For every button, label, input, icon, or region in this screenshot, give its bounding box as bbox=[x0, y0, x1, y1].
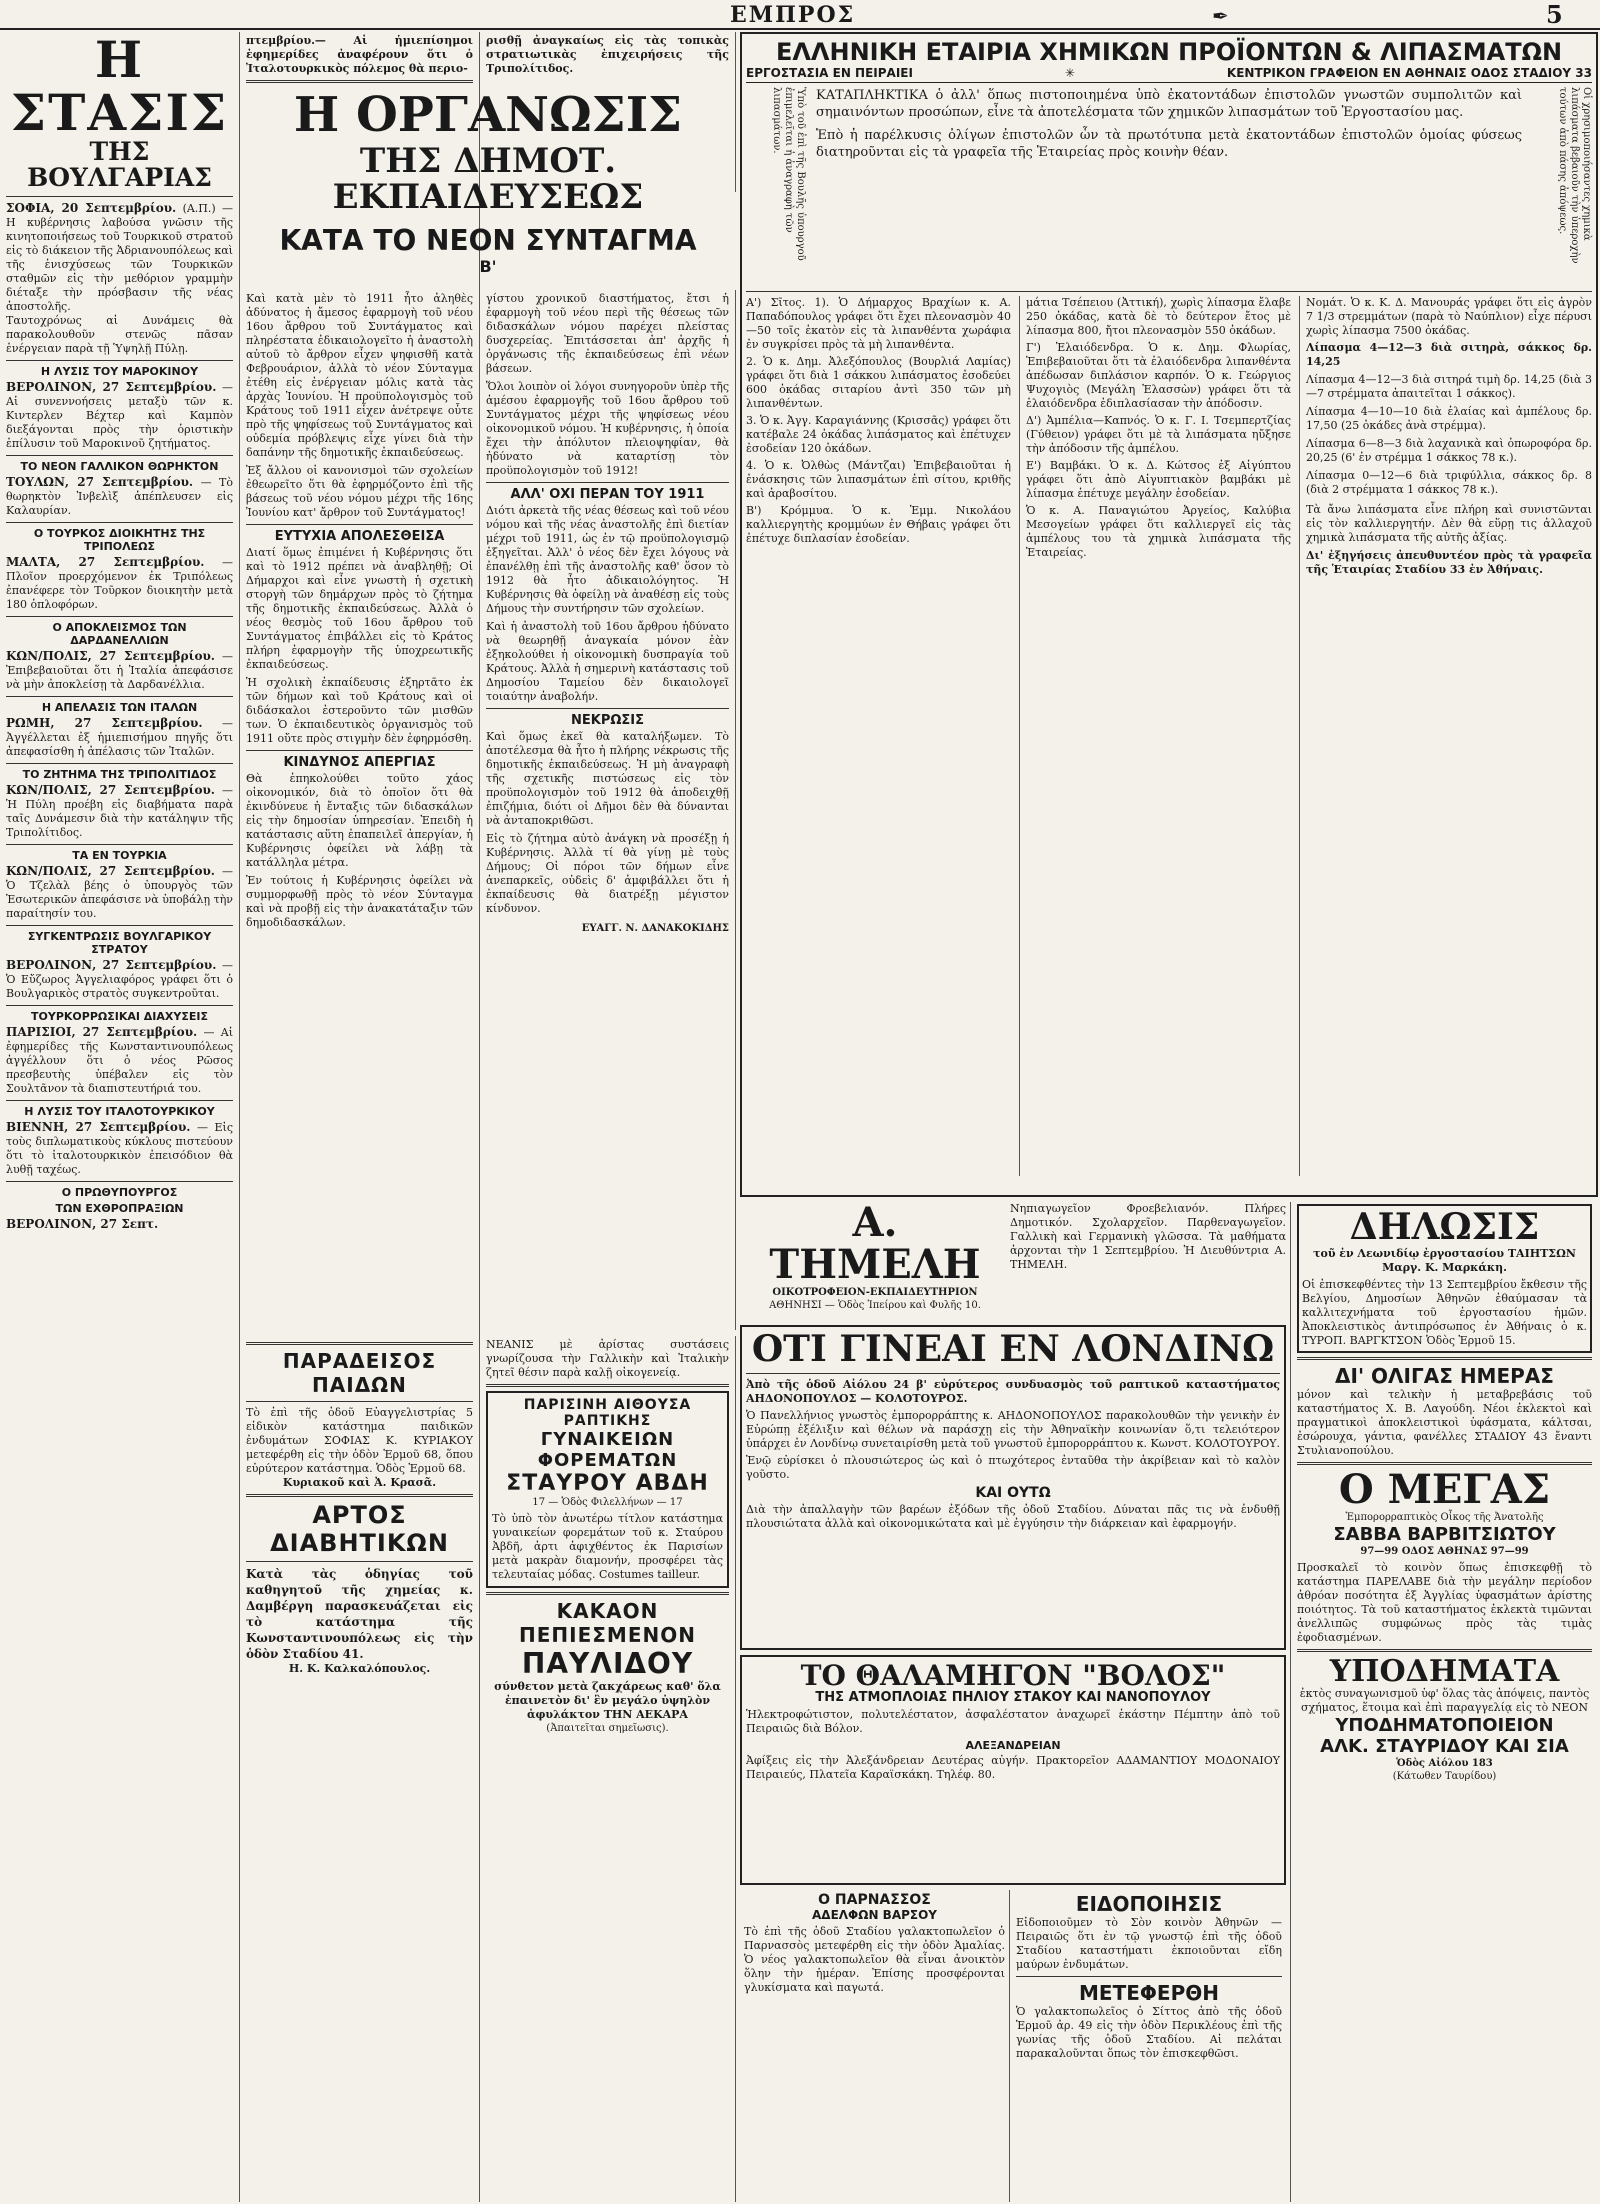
article-text: — Ἐπιβεβαιοῦται ὅτι ἡ Ἰταλία ἀπεφάσισε νὰ μὴν ἀποκλείσῃ τὰ Δαρδανέλλια. bbox=[6, 649, 233, 691]
price-item: Λίπασμα 4—12—3 διὰ σιτηρά τιμὴ δρ. 14,25 (διὰ 3—7 στρέμματα ἀπαιτεῖται 1 σάκκος). bbox=[1306, 373, 1592, 400]
ad-title-megas: Ο ΜΕΓΑΣ bbox=[1338, 1465, 1551, 1513]
testimonial: 4. Ὁ κ. Ὀλθὼς (Μάντζαι) Ἐπιβεβαιοῦται ἡ ἐνάσκησις τῶν λιπασμάτων ἐπὶ σίτου, κριθῆς καὶ ἀραβοσίτου. bbox=[746, 459, 1011, 500]
ad-text: Διὰ τὴν ἀπαλλαγὴν τῶν βαρέων ἐξόδων τῆς ὁδοῦ Σταδίου. Δύναται πᾶς τις νὰ ἐνδυθῇ πλουσιώτατα ἀλλὰ καὶ οἰκονομικώτατα καὶ μὲ ἐγγύησιν τὴν διάρκειαν καὶ ἐφαρμογήν. bbox=[746, 1502, 1280, 1530]
dateline: ΣΟΦΙΑ, 20 Σεπτεμβρίου. bbox=[6, 200, 177, 215]
article-text: Διότι ἀρκετὰ τῆς νέας θέσεως καὶ τοῦ νέου νόμου καὶ τῆς νέας ἀναστολῆς ἐπὶ διετίαν μέχρι τοῦ 1911, ὡς ἐν τῷ προϋπολογισμῷ ἐξηγεῖται. Ἀλλ' ὁ νέος δὲν ἔχει λόγους νὰ ἐπανέλθῃ ἐπὶ τῆς ἀναστολῆς καθ' ὅσον τὸ 1912 θὰ ἦτο ἀδικαιολόγητος. Ἡ Κυβέρνησις θὰ ὀφείλῃ νὰ ἀναθέσῃ εἰς τοὺς Δήμους τὴν συντήρησιν τῶν σχολείων. bbox=[486, 504, 729, 615]
article-text: Ταυτοχρόνως αἱ Δυνάμεις θὰ παρακολουθοῦν στενῶς πᾶσαν ἐνέργειαν παρὰ τῇ Ὑψηλῇ Πύλῃ. bbox=[6, 313, 233, 355]
ad-title-parisini: ΠΑΡΙΣΙΝΗ ΑΙΘΟΥΣΑ ΡΑΠΤΙΚΗΣ bbox=[523, 1397, 692, 1429]
subheading: ΤΩΝ ΕΧΘΡΟΠΡΑΞΙΩΝ bbox=[55, 1201, 184, 1215]
headline-ekpaideuseos: ΤΗΣ ΔΗΜΟΤ. ΕΚΠΑΙΔΕΥΣΕΩΣ bbox=[332, 141, 644, 218]
ad-text: (Ἀπαιτεῖται σημεῖωσις). bbox=[546, 1723, 669, 1734]
ad-text: ἐκτὸς συναγωνισμοῦ ὑφ' ὅλας τὰς ἀπόψεις, παντὸς σχήματος, ἕτοιμα καὶ ἐπὶ παραγγελίᾳ εἰς τὸ ΝΕΟΝ bbox=[1299, 1687, 1590, 1715]
ad-title-dilosis: ΔΗΛΩΣΙΣ bbox=[1349, 1206, 1540, 1248]
headline-organosis: Η ΟΡΓΑΝΩΣΙΣ bbox=[293, 90, 683, 143]
part-number: Β' bbox=[479, 256, 497, 276]
column-1 bbox=[0, 32, 240, 2202]
dateline: ΒΙΕΝΝΗ, 27 Σεπτεμβρίου. bbox=[6, 1119, 191, 1134]
ad-title-transfer: ΜΕΤΕΦΕΡΘΗ bbox=[1079, 1981, 1219, 2005]
subheading: ΚΙΝΔΥΝΟΣ ΑΠΕΡΓΙΑΣ bbox=[283, 755, 436, 770]
article-text: — Ὁ Τζελὰλ βέης ὁ ὑπουργὸς τῶν Ἐσωτερικῶν ἀπεφάσισε νὰ ὑποβάλῃ τὴν παραίτησίν του. bbox=[6, 864, 233, 920]
column-2-body bbox=[240, 290, 480, 1330]
subheading: Ο ΤΟΥΡΚΟΣ ΔΙΟΙΚΗΤΗΣ ΤΗΣ ΤΡΙΠΟΛΕΩΣ bbox=[33, 526, 206, 553]
testimonial: 3. Ὁ κ. Ἀγγ. Καραγιάννης (Κρισσᾶς) γράφει ὅτι κατέβαλε 24 ὀκάδας λιπάσματος καὶ ἐπέτυχεν ἐσοδείαν 120 ὀκάδων. bbox=[746, 414, 1011, 455]
ad-address: 17 — Ὁδὸς Φιλελλήνων — 17 bbox=[532, 1497, 683, 1508]
dateline: ΠΑΡΙΣΙΟΙ, 27 Σεπτεμβρίου. bbox=[6, 1024, 198, 1039]
article-text: Θὰ ἐπηκολούθει τοῦτο χάος οἰκονομικόν, διὰ τὸ ὁποῖον ὅτι θὰ ἐκινδύνευε ἡ ἔνταξις τῶν διδασκάλων εἰς τὴν δημοσίαν ὑπηρεσίαν. Ἐπειδὴ ἡ κατάστασις αὕτη ἐπαπειλεῖ ἀπεργίαν, ἡ Κυβέρνησις ὀφείλει νὰ λάβῃ τὰ κατάλληλα μέτρα. bbox=[246, 772, 473, 869]
subheading: ΤΟ ΖΗΤΗΜΑ ΤΗΣ ΤΡΙΠΟΛΙΤΙΔΟΣ bbox=[22, 767, 217, 781]
ad-text: Ἡλεκτροφώτιστον, πολυτελέστατον, ἀσφαλέστατον ἀναχωρεῖ ἑκάστην Πέμπτην ἀπὸ τοῦ Πειραιῶς διὰ Βόλον. bbox=[746, 1708, 1280, 1736]
column-3-body bbox=[480, 290, 736, 1330]
notice-ad bbox=[1012, 1890, 1286, 2202]
article-text: Καὶ ἡ ἀναστολὴ τοῦ 16ου ἄρθρου ἠδύνατο νὰ θεωρηθῇ ἀναγκαία μόνον ἐὰν ἐξηκολούθει ἡ οἰκονομικὴ δυσπραγία τοῦ Κράτους. Ἀλλὰ ἡ σημερινὴ κατάστασις τοῦ Δημοσίου Ταμείου δὲν δικαιολογεῖ τοιαύτην ἀναβολήν. bbox=[486, 620, 729, 703]
ad-subtitle: ΟΙΚΟΤΡΟΦΕΙΟΝ-ΕΚΠΑΙΔΕΥΤΗΡΙΟΝ bbox=[772, 1287, 978, 1298]
article-text: (Α.Π.) — Η κυβέρνησις λαβούσα γνῶσιν τῆς κινητοποιήσεως τοῦ Τουρκικοῦ στρατοῦ εἰς τὸ διάκειον τῆς Ἀδριανουπόλεως καὶ τῆς ἐνισχύσεως τῶν Τουρκικῶν σταθμῶν εἰς τὴν μεθόριον γραμμὴν διέταξε τὴν πρόσβασιν τῆς νέας ἀποστολῆς. bbox=[6, 201, 234, 313]
article-text: — Ἀγγέλλεται ἐξ ἡμιεπισήμου πηγῆς ὅτι ἀπεφασίσθη ἡ ἀπέλασις τῶν Ἰταλῶν. bbox=[6, 716, 233, 758]
dateline: ΒΕΡΟΛΙΝΟΝ, 27 Σεπτεμβρίου. bbox=[6, 379, 217, 394]
article-text: Ἡ σχολικὴ ἐκπαίδευσις ἐξηρτᾶτο ἐκ τῶν δήμων καὶ τοῦ Κράτους καὶ οἱ διδάσκαλοι ἐστεροῦντο τῶν μισθῶν των. Ὁ ἐκπαιδευτικὸς ὀργανισμὸς τοῦ 1911 οὔτε πρὸς στιγμὴν δὲν ἐφηρμόσθη. bbox=[246, 676, 473, 745]
ad-text: ΝΕΑΝΙΣ μὲ ἀρίστας συστάσεις γνωρίζουσα τὴν Γαλλικὴν καὶ Ἰταλικὴν ζητεῖ θέσιν παρὰ καλῇ οἰκογενείᾳ. bbox=[486, 1338, 729, 1379]
right-ads-column bbox=[1290, 1202, 1598, 2202]
ad-address: ΑΘΗΝΗΣΙ — Ὁδὸς Ἰπείρου καὶ Φυλῆς 10. bbox=[769, 1300, 981, 1311]
article-text: πτεμβρίου.— Αἱ ἡμιεπίσημοι ἐφημερίδες ἀναφέρουν ὅτι ὁ Ἰταλοτουρκικὸς πόλεμος θὰ περιο- bbox=[246, 34, 473, 75]
subheading: ΤΟ ΝΕΟΝ ΓΑΛΛΙΚΟΝ ΘΩΡΗΚΤΟΝ bbox=[20, 459, 219, 473]
subheading: ΤΟΥΡΚΟΡΡΩΣΙΚΑΙ ΔΙΑΧΥΣΕΙΣ bbox=[31, 1009, 208, 1023]
article-text: Καὶ ὅμως ἐκεῖ θὰ καταλήξωμεν. Τὸ ἀποτέλεσμα θὰ ἦτο ἡ πλήρης νέκρωσις τῆς δημοτικῆς ἐκπαιδεύσεως. Ἡ μὴ ἀναγραφὴ τῆς σχετικῆς πιστώσεως εἰς τὸν προϋπολογισμὸν τοῦ 1912 θὰ ἀποδειχθῇ ἐπιζήμια, διότι οἱ Δῆμοι δὲν θὰ δύνανται νὰ ἀνταποκριθῶσι. bbox=[486, 730, 729, 827]
vertical-note: Ὑπὸ τοῦ ἐπὶ τῆς Βουλῆς ὑπουργοῦ ἐπιμελεῖται ἡ ἀναγραφὴ τῶν λιπασμάτων. bbox=[771, 87, 806, 261]
column-3-ads bbox=[480, 1336, 736, 2202]
ad-title-kakaon: ΚΑΚΑΟΝ ΠΕΠΙΕΣΜΕΝΟΝ bbox=[519, 1599, 696, 1647]
ad-subtitle: ΤΗΣ ΑΤΜΟΠΛΟΙΑΣ ΠΗΛΙΟΥ ΣΤΑΚΟΥ ΚΑΙ ΝΑΝΟΠΟΥΛΟΥ bbox=[815, 1690, 1211, 1706]
ad-text: Νηπιαγωγεῖον Φροεβελιανόν. Πλήρες Δημοτικόν. Σχολαρχεῖον. Παρθεναγωγεῖον. Γαλλικὴ καὶ Γερμανικὴ γλῶσσα. Τὰ μαθήματα ἀρχονται τὴν 1 Σεπτεμβρίου. Ἡ Διευθύντρια Α. ΤΗΜΕΛΗ. bbox=[1010, 1202, 1286, 1271]
ad-subtitle: Ἀπὸ τῆς ὁδοῦ Αἰόλου 24 β' εὐρύτερος συνδυασμὸς τοῦ ραπτικοῦ καταστήματος ΑΗΔΟΝΟΠΟΥΛΟΣ — ΚΟΛΟΤΟΥΡΟΣ. bbox=[746, 1377, 1280, 1405]
ad-title-notice: ΕΙΔΟΠΟΙΗΣΙΣ bbox=[1075, 1892, 1223, 1916]
ad-address: (Κάτωθεν Ταυρίδου) bbox=[1392, 1771, 1497, 1783]
testimonial: Β') Κρόμμυα. Ὁ κ. Ἐμμ. Νικολάου καλλιεργητὴς κρομμύων ἐν Θήβαις γράφει ὅτι ἐπέτυχε διπλασίαν ἐσοδείαν. bbox=[746, 504, 1011, 545]
article-text: — Ἡ Πύλη προέβη εἰς διαβήματα παρὰ ταῖς Δυνάμεσιν διὰ τὴν κατάληψιν τῆς Τριπολίτιδος. bbox=[6, 783, 233, 839]
article-text: — Ὁ Εὔζωρος Ἀγγελιαφόρος γράφει ὅτι ὁ Βουλγαρικὸς στρατὸς συγκεντροῦται. bbox=[6, 958, 234, 1000]
price-item: Λίπασμα 6—8—3 διὰ λαχανικὰ καὶ ὀπωροφόρα δρ. 20,25 (6' ἐν στρέμμα 1 σάκκος 78 κ.). bbox=[1306, 437, 1592, 464]
article-text: — Εἰς τοὺς διπλωματικοὺς κύκλους πιστεύουν ὅτι τὸ ἰταλοτουρκικὸν ἐπεισόδιον θὰ λυθῇ ταχέως. bbox=[6, 1120, 234, 1176]
headline-syntagma: ΚΑΤΑ ΤΟ ΝΕΟΝ ΣΥΝΤΑΓΜΑ bbox=[279, 223, 697, 257]
ad-shop-name: ΥΠΟΔΗΜΑΤΟΠΟΙΕΙΟΝ bbox=[1335, 1715, 1554, 1737]
subheading: Ο ΑΠΟΚΛΕΙΣΜΟΣ ΤΩΝ ΔΑΡΔΑΝΕΛΛΙΩΝ bbox=[52, 620, 187, 647]
price-item: Λίπασμα 0—12—6 διὰ τριφύλλια, σάκκος δρ. 8 (διὰ 2 στρέμματα 1 σάκκος 78 κ.). bbox=[1306, 469, 1592, 496]
volos-ad bbox=[740, 1655, 1286, 1885]
ad-text: σύνθετον μετὰ ζακχάρεως καθ' ὅλα ἐπαινετὸν δι' ἓν μεγάλο ὑψηλὸν ἀφυλάκτον ΤΗΝ ΑΕΚΑΡΑ bbox=[494, 1680, 721, 1721]
ad-address: 97—99 ΟΔΟΣ ΑΘΗΝΑΣ 97—99 bbox=[1360, 1545, 1529, 1557]
article-text: Ἐν τούτοις ἡ Κυβέρνησις ὀφείλει νὰ συμμορφωθῇ πρὸς τὸ νέον Σύνταγμα καὶ νὰ προβῇ εἰς τὴν ἀνακατάταξιν τῶν δημοδιδασκάλων. bbox=[246, 874, 473, 929]
article-text: γίστου χρονικοῦ διαστήματος, ἔτσι ἡ ἐφαρμογὴ τοῦ νέου περὶ τῆς θέσεως τῶν διδασκάλων νόμου παρέχει πλείστας δυσχερείας. Ἐπιτάσσεται ἀπ' ἀρχῆς ἡ ὀργάνωσις τῆς ἐκπαιδεύσεως ἐπὶ νέων βάσεων. bbox=[486, 292, 729, 375]
office-label: ΚΕΝΤΡΙΚΟΝ ΓΡΑΦΕΙΟΝ ΕΝ ΑΘΗΝΑΙΣ ΟΔΟΣ ΣΤΑΔΙΟΥ 33 bbox=[1226, 66, 1592, 80]
article-text: — Αἱ ἐφημερίδες τῆς Κωνσταντινουπόλεως ἀγγέλλουν ὅτι ὁ νέος Ρῶσος πρεσβευτὴς ὑπέβαλεν εἰς τὸν Σουλτᾶνον τὰ διαπιστευτήριά του. bbox=[6, 1025, 234, 1095]
article-text: Ὅλοι λοιπὸν οἱ λόγοι συνηγοροῦν ὑπὲρ τῆς ἀμέσου ἐφαρμογῆς τοῦ 16ου ἄρθρου τοῦ Συντάγματος μέχρι τῆς ψηφίσεως νέου οἰκονομικοῦ νόμου. Ἡ κυβέρνησις, ἡ ὁποία ἔχει τὴν ἀπόλυτον πλειοψηφίαν, θὰ ἠδύνατο νὰ καταρτίσῃ τὸν προϋπολογισμὸν τοῦ 1912! bbox=[486, 380, 729, 477]
timeli-ad-text bbox=[1010, 1202, 1286, 1322]
headline-voulgaria: ΤΗΣ ΒΟΥΛΓΑΡΙΑΣ bbox=[27, 137, 212, 193]
ad-title-avdi: ΣΤΑΥΡΟΥ ΑΒΔΗ bbox=[506, 1471, 709, 1496]
vertical-note: Οἱ χρησιμοποιήσαντες χημικὰ λιπάσματα βεβαιοῦν τὴν ὑπεροχὴν τούτων ἀπὸ πάσης ἀπόψεως. bbox=[1557, 87, 1592, 264]
article-text: — Τὸ θωρηκτὸν Ἰνβελὶξ ἀπέπλευσεν εἰς Καλαυρίαν. bbox=[6, 475, 233, 517]
ad-text: Ἀφίξεις εἰς τὴν Ἀλεξάνδρειαν Δευτέρας αὐγήν. Πρακτορεῖον ΑΔΑΜΑΝΤΙΟΥ ΜΟΔΟΝΑΙΟΥ Πειραιεύς, Πλατεῖα Καραϊσκάκη. Τηλέφ. 80. bbox=[746, 1754, 1280, 1782]
ad-title-paradeisos: ΠΑΡΑΔΕΙΣΟΣ ΠΑΙΔΩΝ bbox=[282, 1349, 437, 1397]
ad-intro: Ἑπὸ ἡ παρέλκυσις ὀλίγων ἐπιστολῶν ὧν τὰ πρωτότυπα μετὰ ἑκατοντάδων ἐπιστολῶν ὁμοίας φύσεως διατηροῦνται εἰς τὰ γραφεῖα τῆς Ἑταιρείας πρὸς κοινὴν θέαν. bbox=[816, 128, 1522, 160]
chemicals-ad bbox=[740, 32, 1598, 1197]
testimonial: Ὁ κ. Α. Παναγιώτου Ἀργείος, Καλύβια Μεσογείων γράφει ὅτι καλλιεργεῖ εἰς τὰς ἀμπέλους του τὰ χημικὰ λιπάσματα τῆς Ἑταιρείας. bbox=[1026, 504, 1291, 559]
dateline: ΤΟΥΛΩΝ, 27 Σεπτεμβρίου. bbox=[6, 474, 194, 489]
ad-closing: Τὰ ἄνω λιπάσματα εἶνε πλήρη καὶ συνιστῶνται εἰς τὸν καλλιεργητήν. Δὲν θὰ εὕρῃ τις ἀλλαχοῦ χημικὰ λιπάσματα τῆς αὐτῆς ἀξίας. bbox=[1306, 503, 1592, 544]
subheading: ΕΥΤΥΧΙΑ ΑΠΟΛΕΣΘΕΙΣΑ bbox=[274, 529, 445, 544]
parnassos-ad bbox=[740, 1890, 1010, 2202]
headline-stasis: Η ΣΤΑΣΙΣ bbox=[10, 32, 229, 142]
ad-signature: Κυριακοῦ καὶ Ἀ. Κρασᾶ. bbox=[282, 1476, 437, 1489]
testimonial: Ε') Βαμβάκι. Ὁ κ. Δ. Κώτσος ἐξ Αἰγύπτου γράφει ὅτι ἀπὸ Αἰγυπτιακὸν βαμβάκι μὲ λίπασμα ἐπέτυχε μεγάλην ἐσοδείαν. bbox=[1026, 459, 1291, 500]
subheading: Η ΛΥΣΙΣ ΤΟΥ ΜΑΡΟΚΙΝΟΥ bbox=[40, 364, 199, 378]
ad-title-parnassos: Ο ΠΑΡΝΑΣΣΟΣ bbox=[818, 1892, 931, 1908]
ad-title-pavlidou: ΠΑΥΛΙΔΟΥ bbox=[521, 1647, 694, 1680]
ad-text: Οἱ ἐπισκεφθέντες τὴν 13 Σεπτεμβρίου ἔκθεσιν τῆς Βελγίου, Δημοσίων Ἀθηνῶν ἐθαύμασαν τὰ καλλιτεχνήματα τοῦ ἐργοστασίου ἡμῶν. Ἀποκλειστικὸς ἀντιπρόσωπος ἐν Ἀθήναις ὁ κ. ΤΥΡΟΠ. ΒΑΡΓΚΤΣΟΝ Ὁδὸς Ἑρμοῦ 15. bbox=[1302, 1277, 1587, 1347]
testimonial: Νομάτ. Ὁ κ. Κ. Δ. Μανουράς γράφει ὅτι εἰς ἀγρὸν 7 1/3 στρεμμάτων (παρὰ τὸ Ναύπλιον) εἶχε πέρυσι χωρὶς λίπασμα 7500 ὀκάδας. bbox=[1306, 296, 1592, 337]
ad-subtitle: Ἐμπορορραπτικὸς Οἶκος τῆς Ἀνατολῆς bbox=[1345, 1511, 1544, 1523]
testimonial: μάτια Τσέπειου (Ἀττική), χωρὶς λίπασμα ἔλαβε 250 ὀκάδας, κατὰ δὲ τὸ δεύτερον ἔτος μὲ λίπασμα 800, ἤτοι πλεονασμὸν 550 ὀκάδων. bbox=[1026, 296, 1291, 337]
ad-text: Ὁ γαλακτοπωλεῖος ὁ Σίττος ἀπὸ τῆς ὁδοῦ Ἑρμοῦ ἀρ. 49 εἰς τὴν ὁδὸν Περικλέους ἐπὶ τῆς γωνίας τῆς ὁδοῦ Σταδίου. Αἱ πελάται παρακαλοῦνται ὅπως τὸν ἐπισκεφθῶσι. bbox=[1016, 2005, 1282, 2060]
ad-text: Τὸ ὑπὸ τὸν ἀνωτέρω τίτλον κατάστημα γυναικείων φορεμάτων τοῦ κ. Σταύρου Ἀβδῆ, ἀρτι ἀφιχθέντος ἐκ Παρισίων μετὰ μακρὰν διαμονήν, προσφέρει τὰς τελευταίας μόδας. Costumes tailleur. bbox=[492, 1512, 723, 1581]
testimonial: Δ') Ἀμπέλια—Καπνός. Ὁ κ. Γ. Ι. Τσεμπερτζίας (Γύθειον) γράφει ὅτι μὲ τὰ λιπάσματα ηὔξησε τὴν ἀπόδοσιν τῆς ἀμπέλου. bbox=[1026, 414, 1291, 455]
ad-title-london: ΟΤΙ ΓΙΝΕΑΙ ΕΝ ΛΟΝΔΙΝΩ bbox=[751, 1328, 1275, 1370]
ad-text: Κατὰ τὰς ὁδηγίας τοῦ καθηγητοῦ τῆς χημείας κ. Δαμβέργη παρασκευάζεται εἰς τὸ κατάστημα τῆς Κωνσταντινουπόλεως εἰς τὴν ὁδὸν Σταδίου 41. bbox=[246, 1567, 473, 1661]
ad-text: Τὸ ἐπὶ τῆς ὁδοῦ Σταδίου γαλακτοπωλεῖον ὁ Παρνασσὸς μετεφέρθη εἰς τὴν ὁδὸν Ἀμαλίας. Ὁ νέος γαλακτοπωλεῖον θὰ εἶναι ἀνοικτὸν ὅλην τὴν ἡμέραν. Ἐπίσης προσφέρονται γλυκίσματα καὶ παγωτά. bbox=[744, 1925, 1005, 1994]
subheading: Η ΑΠΕΛΑΣΙΣ ΤΩΝ ΙΤΑΛΩΝ bbox=[41, 700, 198, 714]
dateline: ΜΑΛΤΑ, 27 Σεπτεμβρίου. bbox=[6, 554, 205, 569]
dateline: ΚΩΝ/ΠΟΛΙΣ, 27 Σεπτεμβρίου. bbox=[6, 782, 215, 797]
testimonial: Α') Σῖτος. 1). Ὁ Δήμαρχος Βραχίων κ. Α. Παπαδόπουλος γράφει ὅτι ἔχει πλεονασμὸν 40—50 τοῖς ἑκατὸν εἰς τὰ λιπανθέντα χωράφια ἐν συγκρίσει πρὸς τὰ μὴ λιπανθέντα. bbox=[746, 296, 1011, 351]
dateline: ΚΩΝ/ΠΟΛΙΣ, 27 Σεπτεμβρίου. bbox=[6, 648, 215, 663]
column-2-ads bbox=[240, 1336, 480, 2202]
author-signature: ΕΥΑΓΓ. Ν. ΔΑΝΑΚΟΚΙΔΗΣ bbox=[581, 923, 729, 934]
ad-text: Τὸ ἐπὶ τῆς ὁδοῦ Εὐαγγελιστρίας 5 εἰδικὸν κατάστημα παιδικῶν ἐνδυμάτων ΣΟΦΙΑΣ Κ. ΚΥΡΙΑΚΟΥ μετεφέρθη εἰς τὴν ὁδὸν Ἑρμοῦ 68, ὅπου εὐρύτερον κατάστημα. Ὁδὸς Ἑρμοῦ 68. bbox=[246, 1406, 473, 1475]
ad-subtitle: τοῦ ἐν Λεωνιδίῳ ἐργοστασίου ΤΑΙΗΤΣΩΝ Μαργ. Κ. Μαρκάκη. bbox=[1313, 1246, 1576, 1274]
testimonial: 2. Ὁ κ. Δημ. Ἀλεξόπουλος (Βουρλιά Λαμίας) γράφει ὅτι διὰ 1 σάκκου λιπάσματος ἐσοδεύει 600 ὀκάδας σιταρίου ἀντὶ 350 τῶν μὴ λιπανθέντων. bbox=[746, 355, 1011, 410]
ad-subheading: ΑΛΕΞΑΝΔΡΕΙΑΝ bbox=[965, 1739, 1061, 1753]
subheading: ΝΕΚΡΩΣΙΣ bbox=[570, 713, 644, 728]
ad-title-artos: ΑΡΤΟΣ ΔΙΑΒΗΤΙΚΩΝ bbox=[270, 1501, 449, 1557]
dateline: ΚΩΝ/ΠΟΛΙΣ, 27 Σεπτεμβρίου. bbox=[6, 863, 215, 878]
dateline: ΒΕΡΟΛΙΝΟΝ, 27 Σεπτεμβρίου. bbox=[6, 957, 217, 972]
ad-subtitle: ΑΔΕΛΦΩΝ ΒΑΡΣΟΥ bbox=[812, 1908, 937, 1922]
article-text: Ἐξ ἄλλου οἱ κανονισμοὶ τῶν σχολείων ἐθεωρεῖτο ὅτι θὰ ἐφηρμόζοντο ἐπὶ τῆς βάσεως τοῦ νέου νόμου μέχρι τῆς 16ης Ἰουνίου κατ' ἄρθρον τοῦ Συντάγματος! bbox=[246, 464, 473, 519]
star-icon: ✳ bbox=[1064, 66, 1075, 80]
timeli-ad bbox=[740, 1202, 1010, 1322]
ad-text: Ἐνῷ εὑρίσκει ὁ πλουσιώτερος ὡς καὶ ὁ πτωχότερος ἐνταῦθα τὴν ἀκρίβειαν καὶ τὸ καλὸν γοῦστο. bbox=[746, 1453, 1280, 1481]
factories-label: ΕΡΓΟΣΤΑΣΙΑ ΕΝ ΠΕΙΡΑΙΕΙ bbox=[746, 66, 913, 80]
ad-name: ΣΑΒΒΑ ΒΑΡΒΙΤΣΙΩΤΟΥ bbox=[1333, 1523, 1556, 1545]
article-text: — Αἱ συνεννοήσεις μεταξὺ τῶν κ. Κιντερλεν Βέχτερ καὶ Καμπὸν διεξάγονται πρὸς τὴν ὁριστικὴν ἐπίλυσιν τοῦ Μαροκινοῦ ζητήματος. bbox=[6, 380, 234, 450]
dateline: ΡΩΜΗ, 27 Σεπτεμβρίου. bbox=[6, 715, 203, 730]
dateline: ΒΕΡΟΛΙΝΟΝ, 27 Σεπτ. bbox=[6, 1216, 159, 1231]
page-header bbox=[0, 0, 1600, 30]
subheading: ΣΥΓΚΕΝΤΡΩΣΙΣ ΒΟΥΛΓΑΡΙΚΟΥ ΣΤΡΑΤΟΥ bbox=[27, 929, 212, 956]
article-text: Διατί ὅμως ἐπιμένει ἡ Κυβέρνησις ὅτι καὶ τὸ 1912 πρέπει νὰ ἀναβληθῇ; Οἱ Δήμαρχοι καὶ εἶνε γνωστὴ ἡ σχετικὴ στοργὴ τῶν δημάρχων πρὸς τὸ ζήτημα τῆς δημοτικῆς ἐκπαιδεύσεως. Ἀλλὰ ὁ νέος θεσμὸς τοῦ 16ου ἄρθρου τοῦ Συντάγματος ἐπιβάλλει εἰς τὸ Κράτος πλήρη ἐφαρμογὴν τῆς ὑποχρεωτικῆς ἐκπαιδεύσεως. bbox=[246, 546, 473, 671]
london-ad bbox=[740, 1325, 1286, 1650]
price-item: Λίπασμα 4—10—10 διὰ ἐλαίας καὶ ἀμπέλους δρ. 17,50 (25 ὀκάδες ἀνὰ στρέμμα). bbox=[1306, 405, 1592, 432]
subheading: ΤΑ ΕΝ ΤΟΥΡΚΙΑ bbox=[72, 848, 167, 862]
ad-title-shoes: ΥΠΟΔΗΜΑΤΑ bbox=[1329, 1653, 1560, 1689]
newspaper-name: ΕΜΠΡΟΣ bbox=[730, 2, 856, 28]
article-text: ρισθῇ ἀναγκαίως εἰς τὰς τοπικὰς στρατιωτικὰς ἐπιχειρήσεις τῆς Τριπολίτιδος. bbox=[486, 34, 729, 75]
ad-closing: Δι' ἐξηγήσεις ἀπευθυντέον πρὸς τὰ γραφεῖα τῆς Ἑταιρίας Σταδίου 33 ἐν Ἀθήναις. bbox=[1306, 549, 1592, 576]
page-number: 5 bbox=[1546, 0, 1563, 29]
ad-text: Ὁ Πανελλήνιος γνωστὸς ἐμπορορράπτης κ. ΑΗΔΟΝΟΠΟΥΛΟΣ παρακολουθῶν τὴν γενικὴν ἐν Εὐρώπῃ ἐξέλιξιν καὶ θέλων νὰ παράσχῃ εἰς τὴν Ἀθηναϊκὴν κοινωνίαν ὅ,τι τελειότερον ὑπάρχει ἐν Λονδίνῳ συνεταιρίσθη μετὰ τοῦ γνωστοῦ ἐμπορορράπτου κ. Κωνστ. ΚΟΛΟΤΟΥΡΟΥ. bbox=[746, 1408, 1280, 1450]
ad-title-oligas: ΔΙ' ΟΛΙΓΑΣ ΗΜΕΡΑΣ bbox=[1335, 1363, 1554, 1388]
ad-text: Προσκαλεῖ τὸ κοινὸν ὅπως ἐπισκεφθῇ τὸ κατάστημα ΠΑΡΕΛΑΒΕ διὰ τὴν μεγάλην περίοδον ἀθρόαν ποσότητα ἐξ Ἀγγλίας ὑφασμάτων ἀρίστης ποιότητος. Τὰ τοῦ καταστήματος ἐκλεκτὰ τιμῶνται ἀνελλιπῶς συμφώνως πρὸς τὰς τιμὰς ἐφοδιασμένων. bbox=[1297, 1560, 1592, 1644]
ad-name: ΑΛΚ. ΣΤΑΥΡΙΔΟΥ ΚΑΙ ΣΙΑ bbox=[1320, 1736, 1569, 1758]
ad-title-volos: ΤΟ ΘΑΛΑΜΗΓΟΝ "ΒΟΛΟΣ" bbox=[800, 1659, 1226, 1692]
subheading: Η ΛΥΣΙΣ ΤΟΥ ΙΤΑΛΟΤΟΥΡΚΙΚΟΥ bbox=[24, 1104, 215, 1118]
subheading: ΑΛΛ' ΟΧΙ ΠΕΡΑΝ ΤΟΥ 1911 bbox=[510, 487, 705, 502]
ad-intro: ΚΑΤΑΠΛΗΚΤΙΚΑ ὁ ἀλλ' ὅπως πιστοποιημένα ὑπὸ ἐκατοντάδων ἐπιστολῶν γνωστῶν συμπολιτῶν καὶ σημαινόντων προσώπων, εἶνε τὰ ἀποτελέσματα τῶν χημικῶν λιπασμάτων τοῦ Ἐργοστασίου μας. bbox=[816, 88, 1522, 120]
subheading: Ο ΠΡΩΘΥΠΟΥΡΓΟΣ bbox=[61, 1185, 178, 1199]
organosis-headline bbox=[244, 90, 732, 290]
ad-text: Εἰδοποιοῦμεν τὸ Σὸν κοινὸν Ἀθηνῶν — Πειραιῶς ὅτι ἐν τῷ γνωστῷ ἐπὶ τῆς ὁδοῦ Σταδίου καταστήματι ἐκποιοῦνται εἴδη μαύρων ἐνδυμάτων. bbox=[1016, 1916, 1282, 1971]
article-text: Καὶ κατὰ μὲν τὸ 1911 ἦτο ἀληθὲς ἀδύνατος ἡ ἄμεσος ἐφαρμογὴ τοῦ νέου 16ου ἄρθρου τοῦ Συντάγματος καὶ πληρέστατα ἐδικαιολογεῖτο ἡ ἀναστολὴ αὐτοῦ τὸ ἄρθρον εἶχεν ψηφισθῆ κατὰ Φεβρουάριον, ἀλλὰ τὸ νέον Σύνταγμα ἐτέθη εἰς ἐνέργειαν μόλις κατὰ τὰς ἀρχὰς Ἰουνίου. Ἡ προϋπολογισμὸς τοῦ Κράτους τοῦ 1911 εἶχεν ἀνέτρεψε οὗτε πρὸ τῆς ψηφίσεως τοῦ Συντάγματος καὶ οὐδεμία πρόβλεψις εἶχε γίνει διὰ τὴν δαπάνην τῆς δημοτικῆς ἐκπαιδεύσεως. bbox=[246, 292, 473, 459]
ad-title-chemicals: ΕΛΛΗΝΙΚΗ ΕΤΑΙΡΙΑ ΧΗΜΙΚΩΝ ΠΡΟΪΟΝΤΩΝ & ΛΙΠΑΣΜΑΤΩΝ bbox=[775, 38, 1563, 66]
testimonial: Γ') Ἐλαιόδενδρα. Ὁ κ. Δημ. Φλωρίας, Ἐπιβεβαιοῦται ὅτι τὰ ἐλαιόδενδρα λιπανθέντα ἀπέδωσαν διπλάσιον καρπόν. Ὁ κ. Γεώργιος Ψυχογιὸς (Μεγάλη Ἐλασσὼν) γράφει ὅτι τὰ ἐλαιόδενδρα ἐδιπλασίασαν τὴν ἀπόδοσιν. bbox=[1026, 341, 1291, 410]
ad-address: Ὁδὸς Αἰόλου 183 bbox=[1396, 1758, 1493, 1770]
price-note: Λίπασμα 4—12—3 διὰ σιτηρὰ, σάκκος δρ. 14,25 bbox=[1306, 341, 1592, 368]
ad-title-timeli: Α. ΤΗΜΕΛΗ bbox=[769, 1202, 981, 1288]
article-text: — Πλοῖον προερχόμενον ἐκ Τριπόλεως ἐπανέφερε τὸν Τοῦρκον διοικητὴν μετὰ 180 ὁπλοφόρων. bbox=[6, 555, 233, 611]
pin-icon: ✒ bbox=[1212, 4, 1229, 28]
article-text: Εἰς τὸ ζήτημα αὐτὸ ἀνάγκη νὰ προσέξῃ ἡ Κυβέρνησις. Ἀλλὰ τί θὰ γίνῃ μὲ τοὺς Δήμους; Οἱ πόροι τῶν δήμων εἶνε ἀνεπαρκεῖς, οὐδεὶς δ' ἀμφιβάλλει ὅτι ἡ ἐκπαίδευσις θὰ διατρέξῃ μέγιστον κίνδυνον. bbox=[486, 832, 729, 915]
ad-subheading: ΚΑΙ ΟΥΤΩ bbox=[975, 1484, 1051, 1501]
ad-signature: Η. Κ. Καλκαλόπουλος. bbox=[288, 1662, 431, 1675]
ad-text: μόνον καὶ τελικὴν ἡ μεταβρεβάσις τοῦ καταστήματος Χ. Β. Λαγούδη. Νέοι ἐκλεκτοὶ καὶ πραγματικοὶ ἀποκλειστικοὶ ὑφάσματα, κάλτσαι, ἐσώρουχα, γάντια, φανέλλες ΣΤΑΔΙΟΥ 43 ἔναντι Στυλιανοπούλου. bbox=[1297, 1387, 1592, 1457]
ad-title-foremata: ΓΥΝΑΙΚΕΙΩΝ ΦΟΡΕΜΑΤΩΝ bbox=[537, 1429, 678, 1471]
